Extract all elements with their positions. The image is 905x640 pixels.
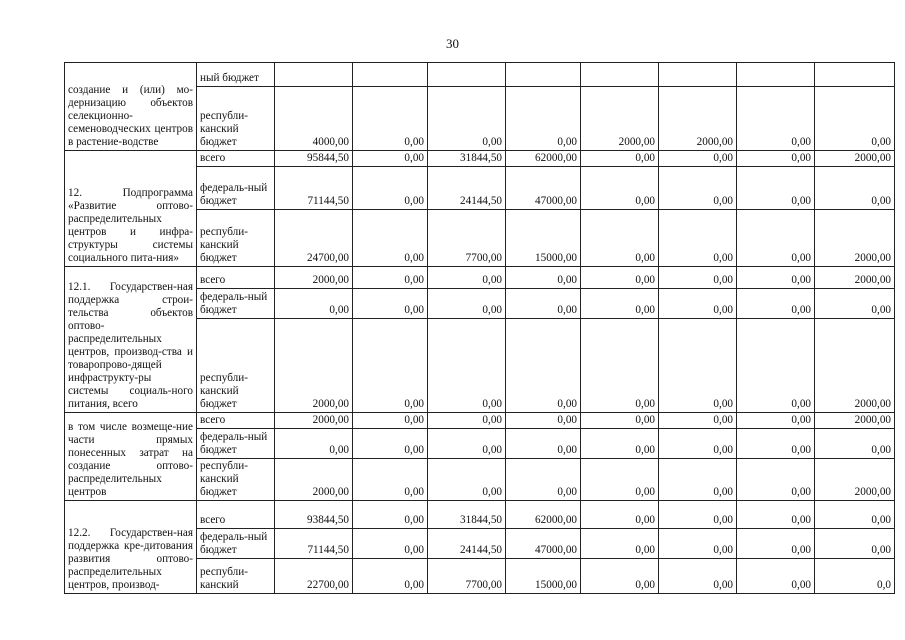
value-cell: 0,00 bbox=[581, 319, 659, 413]
value-cell: 2000,00 bbox=[815, 210, 895, 267]
value-cell: 0,00 bbox=[737, 501, 815, 529]
value-cell: 0,00 bbox=[737, 459, 815, 501]
program-cell: создание и (или) мо-дернизацию объектов селекционно-семеноводческих центров в растение-водстве bbox=[65, 63, 197, 151]
value-cell bbox=[428, 63, 506, 87]
value-cell: 0,00 bbox=[737, 210, 815, 267]
value-cell: 0,00 bbox=[737, 167, 815, 210]
value-cell: 0,00 bbox=[506, 87, 581, 151]
funding-source-cell: республи-канский бюджет bbox=[197, 87, 275, 151]
value-cell: 15000,00 bbox=[506, 210, 581, 267]
page-number: 30 bbox=[446, 36, 459, 51]
value-cell: 0,00 bbox=[659, 289, 737, 319]
value-cell bbox=[815, 63, 895, 87]
value-cell: 0,00 bbox=[275, 289, 353, 319]
table-row bbox=[65, 151, 895, 167]
value-cell: 0,00 bbox=[815, 429, 895, 459]
value-cell: 0,00 bbox=[506, 289, 581, 319]
value-cell: 31844,50 bbox=[428, 501, 506, 529]
value-cell: 0,00 bbox=[428, 289, 506, 319]
value-cell: 0,00 bbox=[659, 319, 737, 413]
funding-source-cell: всего bbox=[197, 151, 275, 167]
value-cell: 0,00 bbox=[815, 501, 895, 529]
value-cell: 0,00 bbox=[659, 151, 737, 167]
value-cell: 0,00 bbox=[428, 429, 506, 459]
value-cell: 24700,00 bbox=[275, 210, 353, 267]
value-cell: 2000,00 bbox=[275, 267, 353, 289]
value-cell: 2000,00 bbox=[815, 267, 895, 289]
value-cell: 0,00 bbox=[581, 501, 659, 529]
value-cell: 0,00 bbox=[737, 289, 815, 319]
value-cell: 0,00 bbox=[353, 429, 428, 459]
value-cell bbox=[737, 63, 815, 87]
value-cell: 2000,00 bbox=[659, 87, 737, 151]
value-cell: 0,00 bbox=[581, 151, 659, 167]
value-cell: 0,00 bbox=[659, 501, 737, 529]
program-cell: в том числе возмеще-ние части прямых понесенных затрат на создание оптово-распределительных центров bbox=[65, 413, 197, 501]
value-cell: 0,00 bbox=[353, 529, 428, 559]
value-cell: 0,00 bbox=[353, 459, 428, 501]
value-cell: 0,00 bbox=[815, 87, 895, 151]
value-cell: 4000,00 bbox=[275, 87, 353, 151]
funding-source-cell: федераль-ный бюджет bbox=[197, 289, 275, 319]
value-cell: 0,00 bbox=[353, 267, 428, 289]
value-cell: 0,0 bbox=[815, 559, 895, 594]
value-cell: 0,00 bbox=[659, 529, 737, 559]
value-cell: 2000,00 bbox=[815, 413, 895, 429]
value-cell: 0,00 bbox=[659, 559, 737, 594]
value-cell: 2000,00 bbox=[815, 151, 895, 167]
value-cell: 0,00 bbox=[428, 319, 506, 413]
funding-source-cell: республи-канский bbox=[197, 559, 275, 594]
value-cell: 0,00 bbox=[353, 413, 428, 429]
value-cell bbox=[275, 63, 353, 87]
value-cell: 0,00 bbox=[506, 459, 581, 501]
value-cell: 0,00 bbox=[737, 529, 815, 559]
value-cell: 93844,50 bbox=[275, 501, 353, 529]
value-cell: 0,00 bbox=[581, 210, 659, 267]
value-cell: 7700,00 bbox=[428, 210, 506, 267]
funding-source-cell: республи-канский бюджет bbox=[197, 210, 275, 267]
value-cell bbox=[353, 63, 428, 87]
value-cell: 0,00 bbox=[737, 319, 815, 413]
program-cell: 12.1. Государствен-ная поддержка строи-тельства объектов оптово-распределительных центров, производ-ства и товаропрово-дящей инфраструкту-ры системы социаль-ного питания, всего bbox=[65, 267, 197, 413]
funding-source-cell: федераль-ный бюджет bbox=[197, 529, 275, 559]
value-cell: 47000,00 bbox=[506, 167, 581, 210]
value-cell: 0,00 bbox=[506, 319, 581, 413]
value-cell: 71144,50 bbox=[275, 529, 353, 559]
value-cell: 7700,00 bbox=[428, 559, 506, 594]
budget-table bbox=[64, 62, 895, 594]
value-cell: 0,00 bbox=[353, 167, 428, 210]
funding-source-cell: всего bbox=[197, 501, 275, 529]
funding-source-cell: федераль-ный бюджет bbox=[197, 167, 275, 210]
value-cell: 2000,00 bbox=[275, 413, 353, 429]
value-cell: 2000,00 bbox=[815, 319, 895, 413]
value-cell: 0,00 bbox=[506, 413, 581, 429]
program-cell: 12.2. Государствен-ная поддержка кре-дитования развития оптово-распределительных центров, производ- bbox=[65, 501, 197, 594]
value-cell: 0,00 bbox=[428, 459, 506, 501]
value-cell: 0,00 bbox=[581, 413, 659, 429]
table-row bbox=[65, 501, 895, 529]
value-cell: 0,00 bbox=[581, 559, 659, 594]
value-cell: 0,00 bbox=[737, 429, 815, 459]
value-cell: 0,00 bbox=[659, 267, 737, 289]
value-cell: 62000,00 bbox=[506, 151, 581, 167]
value-cell: 0,00 bbox=[275, 429, 353, 459]
value-cell: 0,00 bbox=[428, 267, 506, 289]
value-cell: 0,00 bbox=[428, 413, 506, 429]
value-cell: 0,00 bbox=[353, 289, 428, 319]
value-cell: 0,00 bbox=[428, 87, 506, 151]
value-cell: 0,00 bbox=[659, 459, 737, 501]
value-cell: 0,00 bbox=[581, 429, 659, 459]
value-cell: 31844,50 bbox=[428, 151, 506, 167]
value-cell: 2000,00 bbox=[275, 459, 353, 501]
value-cell: 0,00 bbox=[737, 559, 815, 594]
value-cell: 15000,00 bbox=[506, 559, 581, 594]
funding-source-cell: республи-канский бюджет bbox=[197, 459, 275, 501]
funding-source-cell: республи-канский бюджет bbox=[197, 319, 275, 413]
value-cell: 47000,00 bbox=[506, 529, 581, 559]
funding-source-cell: федераль-ный бюджет bbox=[197, 429, 275, 459]
value-cell: 0,00 bbox=[581, 289, 659, 319]
value-cell: 22700,00 bbox=[275, 559, 353, 594]
value-cell: 95844,50 bbox=[275, 151, 353, 167]
value-cell bbox=[506, 63, 581, 87]
value-cell: 24144,50 bbox=[428, 167, 506, 210]
program-cell: 12. Подпрограмма «Развитие оптово-распределительных центров и инфра-структуры системы социального пита-ния» bbox=[65, 151, 197, 267]
value-cell: 0,00 bbox=[659, 429, 737, 459]
table-row bbox=[65, 63, 895, 87]
value-cell: 0,00 bbox=[581, 167, 659, 210]
value-cell: 0,00 bbox=[815, 529, 895, 559]
value-cell: 71144,50 bbox=[275, 167, 353, 210]
value-cell: 0,00 bbox=[659, 167, 737, 210]
table-body bbox=[65, 63, 895, 594]
value-cell bbox=[659, 63, 737, 87]
value-cell: 0,00 bbox=[581, 267, 659, 289]
table-row bbox=[65, 413, 895, 429]
value-cell: 2000,00 bbox=[581, 87, 659, 151]
value-cell: 0,00 bbox=[737, 267, 815, 289]
value-cell: 0,00 bbox=[737, 413, 815, 429]
value-cell: 2000,00 bbox=[815, 459, 895, 501]
value-cell: 0,00 bbox=[353, 210, 428, 267]
value-cell: 0,00 bbox=[737, 87, 815, 151]
value-cell: 0,00 bbox=[353, 87, 428, 151]
value-cell: 0,00 bbox=[353, 501, 428, 529]
value-cell: 0,00 bbox=[659, 413, 737, 429]
value-cell: 0,00 bbox=[581, 459, 659, 501]
value-cell: 2000,00 bbox=[275, 319, 353, 413]
value-cell: 24144,50 bbox=[428, 529, 506, 559]
value-cell: 0,00 bbox=[353, 319, 428, 413]
value-cell: 0,00 bbox=[659, 210, 737, 267]
value-cell: 0,00 bbox=[506, 429, 581, 459]
value-cell: 0,00 bbox=[737, 151, 815, 167]
value-cell: 0,00 bbox=[815, 289, 895, 319]
table-row bbox=[65, 267, 895, 289]
funding-source-cell: ный бюджет bbox=[197, 63, 275, 87]
value-cell: 0,00 bbox=[815, 167, 895, 210]
funding-source-cell: всего bbox=[197, 413, 275, 429]
value-cell bbox=[581, 63, 659, 87]
value-cell: 0,00 bbox=[506, 267, 581, 289]
value-cell: 62000,00 bbox=[506, 501, 581, 529]
funding-source-cell: всего bbox=[197, 267, 275, 289]
value-cell: 0,00 bbox=[353, 151, 428, 167]
value-cell: 0,00 bbox=[353, 559, 428, 594]
value-cell: 0,00 bbox=[581, 529, 659, 559]
